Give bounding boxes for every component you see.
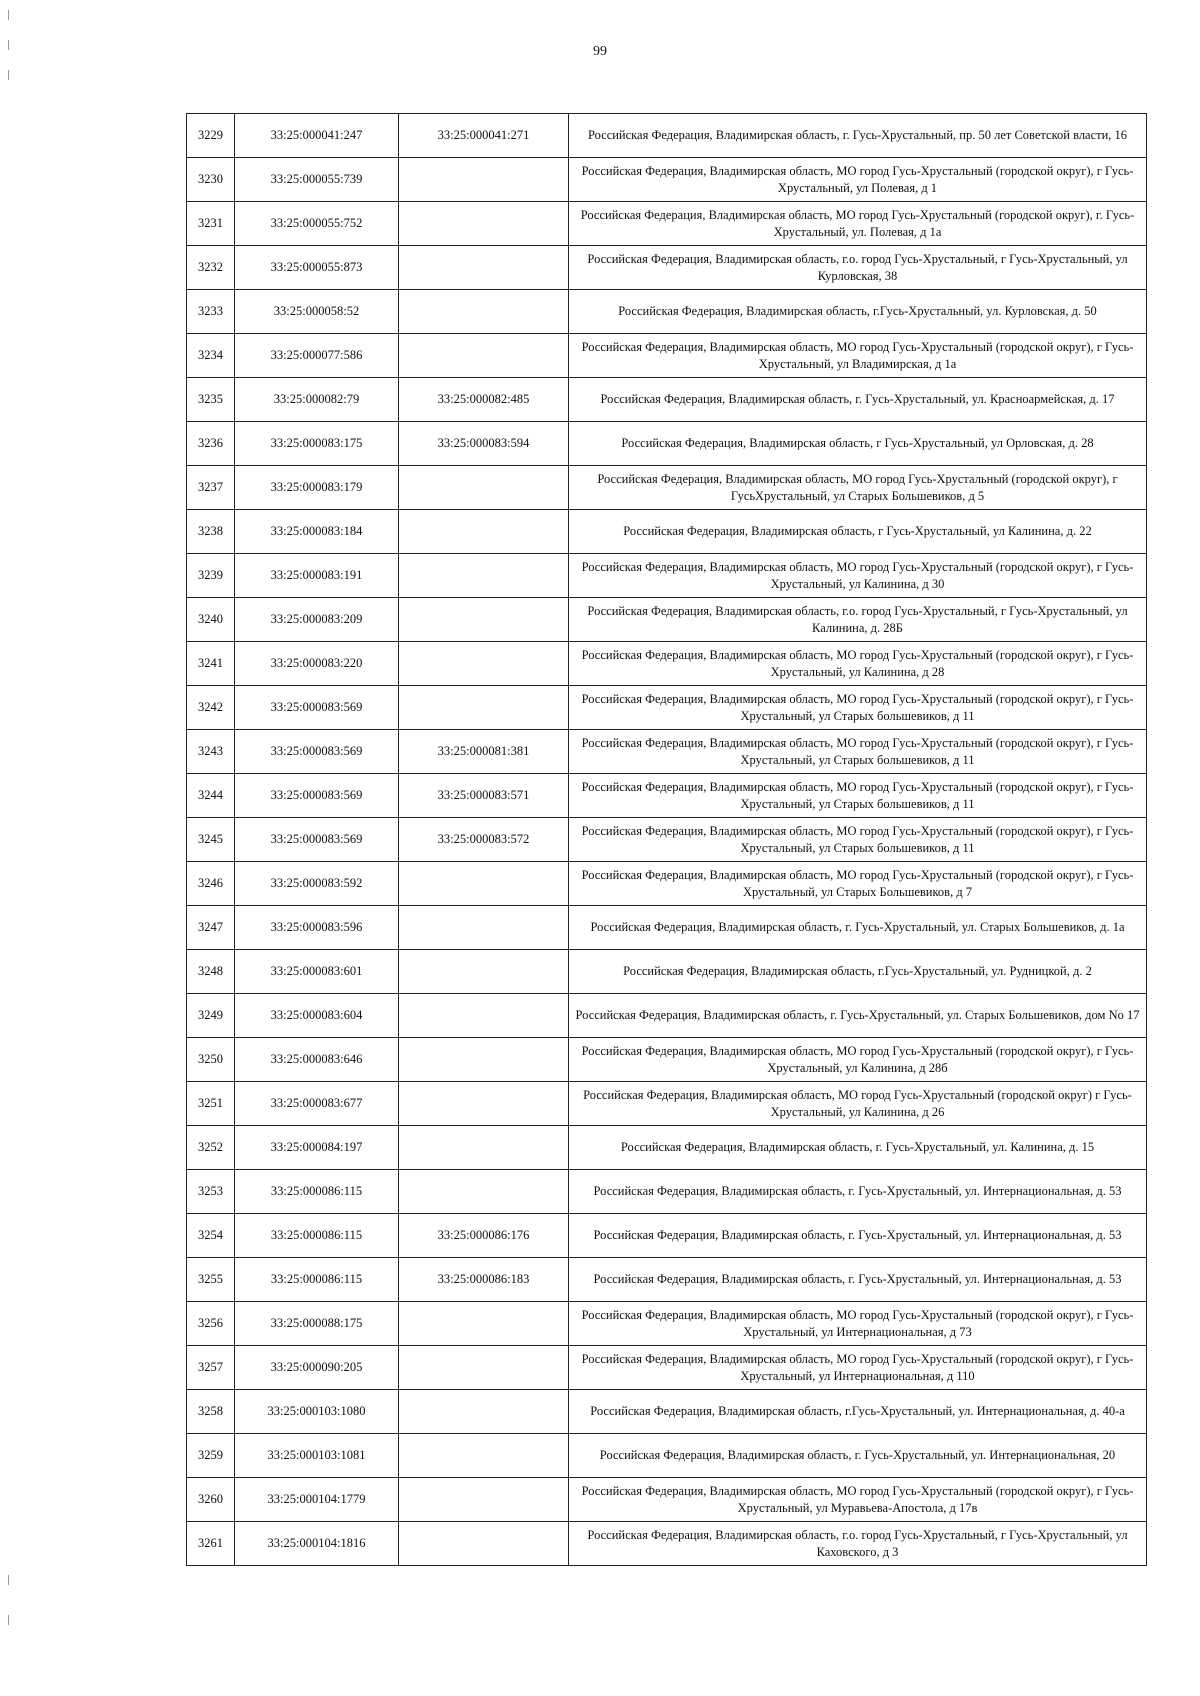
parent-cadastral-number-cell (399, 202, 569, 246)
row-number-cell: 3237 (187, 466, 235, 510)
table-row (187, 378, 1147, 422)
row-number-cell: 3252 (187, 1126, 235, 1170)
table-row (187, 1434, 1147, 1478)
table-row (187, 598, 1147, 642)
parent-cadastral-number-cell (399, 1478, 569, 1522)
address-cell: Российская Федерация, Владимирская область, МО город Гусь-Хрустальный (городской округ), г Гусь-Хрустальный, ул Интернациональная, д 73 (569, 1302, 1147, 1346)
address-cell: Российская Федерация, Владимирская область, МО город Гусь-Хрустальный (городской округ), г Гусь-Хрустальный, ул Калинина, д 28б (569, 1038, 1147, 1082)
row-number-cell: 3248 (187, 950, 235, 994)
parent-cadastral-number-cell (399, 994, 569, 1038)
parent-cadastral-number-cell (399, 290, 569, 334)
cadastral-number-cell: 33:25:000086:115 (235, 1214, 399, 1258)
address-cell: Российская Федерация, Владимирская область, МО город Гусь-Хрустальный (городской округ), г Гусь-Хрустальный, ул Старых Большевиков, д 7 (569, 862, 1147, 906)
table-row (187, 818, 1147, 862)
table-row (187, 686, 1147, 730)
address-cell: Российская Федерация, Владимирская область, г. Гусь-Хрустальный, ул. Интернациональная, д. 53 (569, 1214, 1147, 1258)
parent-cadastral-number-cell (399, 554, 569, 598)
address-cell: Российская Федерация, Владимирская область, МО город Гусь-Хрустальный (городской округ), г Гусь-Хрустальный, ул Полевая, д 1 (569, 158, 1147, 202)
cadastral-number-cell: 33:25:000090:205 (235, 1346, 399, 1390)
cadastral-number-cell: 33:25:000083:209 (235, 598, 399, 642)
parent-cadastral-number-cell: 33:25:000086:183 (399, 1258, 569, 1302)
cadastral-number-cell: 33:25:000083:569 (235, 686, 399, 730)
row-number-cell: 3234 (187, 334, 235, 378)
row-number-cell: 3253 (187, 1170, 235, 1214)
cadastral-number-cell: 33:25:000084:197 (235, 1126, 399, 1170)
cadastral-number-cell: 33:25:000041:247 (235, 114, 399, 158)
table-row (187, 202, 1147, 246)
cadastral-table-container (186, 113, 1146, 1566)
address-cell: Российская Федерация, Владимирская область, МО город Гусь-Хрустальный (городской округ), г Гусь-Хрустальный, ул Старых большевиков, д 11 (569, 774, 1147, 818)
address-cell: Российская Федерация, Владимирская область, МО город Гусь-Хрустальный (городской округ), г Гусь-Хрустальный, ул Интернациональная, д 110 (569, 1346, 1147, 1390)
address-cell: Российская Федерация, Владимирская область, МО город Гусь-Хрустальный (городской округ), г Гусь-Хрустальный, ул Старых большевиков, д 11 (569, 730, 1147, 774)
row-number-cell: 3250 (187, 1038, 235, 1082)
table-row (187, 422, 1147, 466)
page-number: 99 (593, 44, 607, 59)
cadastral-number-cell: 33:25:000083:569 (235, 730, 399, 774)
parent-cadastral-number-cell (399, 246, 569, 290)
parent-cadastral-number-cell (399, 1522, 569, 1566)
address-cell: Российская Федерация, Владимирская область, МО город Гусь-Хрустальный (городской округ), г ГусьХрустальный, ул Старых Большевиков, д 5 (569, 466, 1147, 510)
table-row (187, 774, 1147, 818)
parent-cadastral-number-cell (399, 510, 569, 554)
table-row (187, 950, 1147, 994)
row-number-cell: 3256 (187, 1302, 235, 1346)
table-row (187, 554, 1147, 598)
parent-cadastral-number-cell (399, 686, 569, 730)
cadastral-number-cell: 33:25:000083:592 (235, 862, 399, 906)
cadastral-number-cell: 33:25:000083:646 (235, 1038, 399, 1082)
cadastral-number-cell: 33:25:000086:115 (235, 1258, 399, 1302)
address-cell: Российская Федерация, Владимирская область, МО город Гусь-Хрустальный (городской округ), г. Гусь-Хрустальный, ул. Полевая, д 1а (569, 202, 1147, 246)
parent-cadastral-number-cell (399, 1346, 569, 1390)
cadastral-number-cell: 33:25:000083:601 (235, 950, 399, 994)
cadastral-number-cell: 33:25:000083:569 (235, 818, 399, 862)
address-cell: Российская Федерация, Владимирская область, г. Гусь-Хрустальный, ул. Красноармейская, д. 17 (569, 378, 1147, 422)
address-cell: Российская Федерация, Владимирская область, МО город Гусь-Хрустальный (городской округ) г Гусь-Хрустальный, ул Калинина, д 26 (569, 1082, 1147, 1126)
row-number-cell: 3232 (187, 246, 235, 290)
table-row (187, 510, 1147, 554)
row-number-cell: 3244 (187, 774, 235, 818)
parent-cadastral-number-cell (399, 1302, 569, 1346)
parent-cadastral-number-cell: 33:25:000082:485 (399, 378, 569, 422)
cadastral-number-cell: 33:25:000104:1779 (235, 1478, 399, 1522)
table-row (187, 906, 1147, 950)
row-number-cell: 3241 (187, 642, 235, 686)
table-row (187, 246, 1147, 290)
parent-cadastral-number-cell (399, 642, 569, 686)
parent-cadastral-number-cell (399, 1126, 569, 1170)
cadastral-number-cell: 33:25:000083:569 (235, 774, 399, 818)
table-row (187, 642, 1147, 686)
table-row (187, 1522, 1147, 1566)
table-row (187, 1214, 1147, 1258)
row-number-cell: 3233 (187, 290, 235, 334)
table-row (187, 994, 1147, 1038)
row-number-cell: 3247 (187, 906, 235, 950)
row-number-cell: 3257 (187, 1346, 235, 1390)
table-row (187, 114, 1147, 158)
address-cell: Российская Федерация, Владимирская область, г. Гусь-Хрустальный, ул. Интернациональная, 20 (569, 1434, 1147, 1478)
parent-cadastral-number-cell (399, 906, 569, 950)
cadastral-number-cell: 33:25:000083:677 (235, 1082, 399, 1126)
parent-cadastral-number-cell (399, 950, 569, 994)
table-row (187, 1258, 1147, 1302)
parent-cadastral-number-cell (399, 334, 569, 378)
parent-cadastral-number-cell (399, 1434, 569, 1478)
table-row (187, 1302, 1147, 1346)
table-row (187, 1126, 1147, 1170)
address-cell: Российская Федерация, Владимирская область, г Гусь-Хрустальный, ул Орловская, д. 28 (569, 422, 1147, 466)
address-cell: Российская Федерация, Владимирская область, МО город Гусь-Хрустальный (городской округ), г Гусь-Хрустальный, ул Муравьева-Апостола, д 17в (569, 1478, 1147, 1522)
table-row (187, 334, 1147, 378)
cadastral-number-cell: 33:25:000083:184 (235, 510, 399, 554)
table-row (187, 466, 1147, 510)
parent-cadastral-number-cell (399, 1390, 569, 1434)
address-cell: Российская Федерация, Владимирская область, МО город Гусь-Хрустальный (городской округ), г Гусь- Хрустальный, ул Калинина, д 28 (569, 642, 1147, 686)
table-row (187, 862, 1147, 906)
parent-cadastral-number-cell (399, 158, 569, 202)
table-row (187, 290, 1147, 334)
row-number-cell: 3249 (187, 994, 235, 1038)
address-cell: Российская Федерация, Владимирская область, г.Гусь-Хрустальный, ул. Интернациональная, д. 40-а (569, 1390, 1147, 1434)
address-cell: Российская Федерация, Владимирская область, МО город Гусь-Хрустальный (городской округ), г Гусь- Хрустальный, ул Владимирская, д 1а (569, 334, 1147, 378)
parent-cadastral-number-cell: 33:25:000081:381 (399, 730, 569, 774)
cadastral-number-cell: 33:25:000058:52 (235, 290, 399, 334)
parent-cadastral-number-cell: 33:25:000083:572 (399, 818, 569, 862)
row-number-cell: 3246 (187, 862, 235, 906)
cadastral-number-cell: 33:25:000083:220 (235, 642, 399, 686)
cadastral-number-cell: 33:25:000083:191 (235, 554, 399, 598)
cadastral-number-cell: 33:25:000083:175 (235, 422, 399, 466)
cadastral-number-cell: 33:25:000083:596 (235, 906, 399, 950)
cadastral-number-cell: 33:25:000055:739 (235, 158, 399, 202)
address-cell: Российская Федерация, Владимирская область, г. Гусь-Хрустальный, ул. Интернациональная, д. 53 (569, 1170, 1147, 1214)
cadastral-number-cell: 33:25:000088:175 (235, 1302, 399, 1346)
cadastral-number-cell: 33:25:000077:586 (235, 334, 399, 378)
parent-cadastral-number-cell (399, 1082, 569, 1126)
row-number-cell: 3229 (187, 114, 235, 158)
address-cell: Российская Федерация, Владимирская область, г. Гусь-Хрустальный, ул. Старых Большевиков, дом No 17 (569, 994, 1147, 1038)
cadastral-number-cell: 33:25:000103:1080 (235, 1390, 399, 1434)
row-number-cell: 3240 (187, 598, 235, 642)
address-cell: Российская Федерация, Владимирская область, г. Гусь-Хрустальный, ул. Старых Большевиков, д. 1а (569, 906, 1147, 950)
row-number-cell: 3261 (187, 1522, 235, 1566)
parent-cadastral-number-cell: 33:25:000083:594 (399, 422, 569, 466)
cadastral-number-cell: 33:25:000055:752 (235, 202, 399, 246)
address-cell: Российская Федерация, Владимирская область, г.о. город Гусь-Хрустальный, г Гусь-Хрустальный, ул Каховского, д 3 (569, 1522, 1147, 1566)
row-number-cell: 3230 (187, 158, 235, 202)
row-number-cell: 3258 (187, 1390, 235, 1434)
address-cell: Российская Федерация, Владимирская область, МО город Гусь-Хрустальный (городской округ), г Гусь-Хрустальный, ул Старых большевиков, д 11 (569, 686, 1147, 730)
table-row (187, 1170, 1147, 1214)
address-cell: Российская Федерация, Владимирская область, МО город Гусь-Хрустальный (городской округ), г Гусь-Хрустальный, ул Старых большевиков, д 11 (569, 818, 1147, 862)
address-cell: Российская Федерация, Владимирская область, г. Гусь-Хрустальный, ул. Интернациональная, д. 53 (569, 1258, 1147, 1302)
scan-edge-marks (8, 0, 10, 1696)
cadastral-table (186, 113, 1147, 1566)
row-number-cell: 3242 (187, 686, 235, 730)
table-body (187, 114, 1147, 1566)
row-number-cell: 3259 (187, 1434, 235, 1478)
address-cell: Российская Федерация, Владимирская область, МО город Гусь-Хрустальный (городской округ), г Гусь-Хрустальный, ул Калинина, д 30 (569, 554, 1147, 598)
table-row (187, 730, 1147, 774)
cadastral-number-cell: 33:25:000082:79 (235, 378, 399, 422)
table-row (187, 1346, 1147, 1390)
cadastral-number-cell: 33:25:000083:179 (235, 466, 399, 510)
address-cell: Российская Федерация, Владимирская область, г.о. город Гусь-Хрустальный, г Гусь-Хрустальный, ул Калинина, д. 28Б (569, 598, 1147, 642)
table-row (187, 1390, 1147, 1434)
cadastral-number-cell: 33:25:000055:873 (235, 246, 399, 290)
table-row (187, 158, 1147, 202)
address-cell: Российская Федерация, Владимирская область, г. Гусь-Хрустальный, пр. 50 лет Советской власти, 16 (569, 114, 1147, 158)
parent-cadastral-number-cell (399, 598, 569, 642)
row-number-cell: 3235 (187, 378, 235, 422)
parent-cadastral-number-cell (399, 466, 569, 510)
table-row (187, 1082, 1147, 1126)
row-number-cell: 3254 (187, 1214, 235, 1258)
row-number-cell: 3251 (187, 1082, 235, 1126)
address-cell: Российская Федерация, Владимирская область, г Гусь-Хрустальный, ул Калинина, д. 22 (569, 510, 1147, 554)
parent-cadastral-number-cell: 33:25:000041:271 (399, 114, 569, 158)
cadastral-number-cell: 33:25:000083:604 (235, 994, 399, 1038)
row-number-cell: 3231 (187, 202, 235, 246)
address-cell: Российская Федерация, Владимирская область, г.Гусь-Хрустальный, ул. Курловская, д. 50 (569, 290, 1147, 334)
row-number-cell: 3260 (187, 1478, 235, 1522)
row-number-cell: 3245 (187, 818, 235, 862)
parent-cadastral-number-cell (399, 862, 569, 906)
address-cell: Российская Федерация, Владимирская область, г.Гусь-Хрустальный, ул. Рудницкой, д. 2 (569, 950, 1147, 994)
row-number-cell: 3255 (187, 1258, 235, 1302)
cadastral-number-cell: 33:25:000104:1816 (235, 1522, 399, 1566)
parent-cadastral-number-cell: 33:25:000086:176 (399, 1214, 569, 1258)
row-number-cell: 3236 (187, 422, 235, 466)
parent-cadastral-number-cell (399, 1038, 569, 1082)
table-row (187, 1478, 1147, 1522)
row-number-cell: 3238 (187, 510, 235, 554)
row-number-cell: 3239 (187, 554, 235, 598)
address-cell: Российская Федерация, Владимирская область, г. Гусь-Хрустальный, ул. Калинина, д. 15 (569, 1126, 1147, 1170)
parent-cadastral-number-cell (399, 1170, 569, 1214)
address-cell: Российская Федерация, Владимирская область, г.о. город Гусь-Хрустальный, г Гусь-Хрустальный, ул Курловская, 38 (569, 246, 1147, 290)
row-number-cell: 3243 (187, 730, 235, 774)
parent-cadastral-number-cell: 33:25:000083:571 (399, 774, 569, 818)
cadastral-number-cell: 33:25:000103:1081 (235, 1434, 399, 1478)
cadastral-number-cell: 33:25:000086:115 (235, 1170, 399, 1214)
table-row (187, 1038, 1147, 1082)
